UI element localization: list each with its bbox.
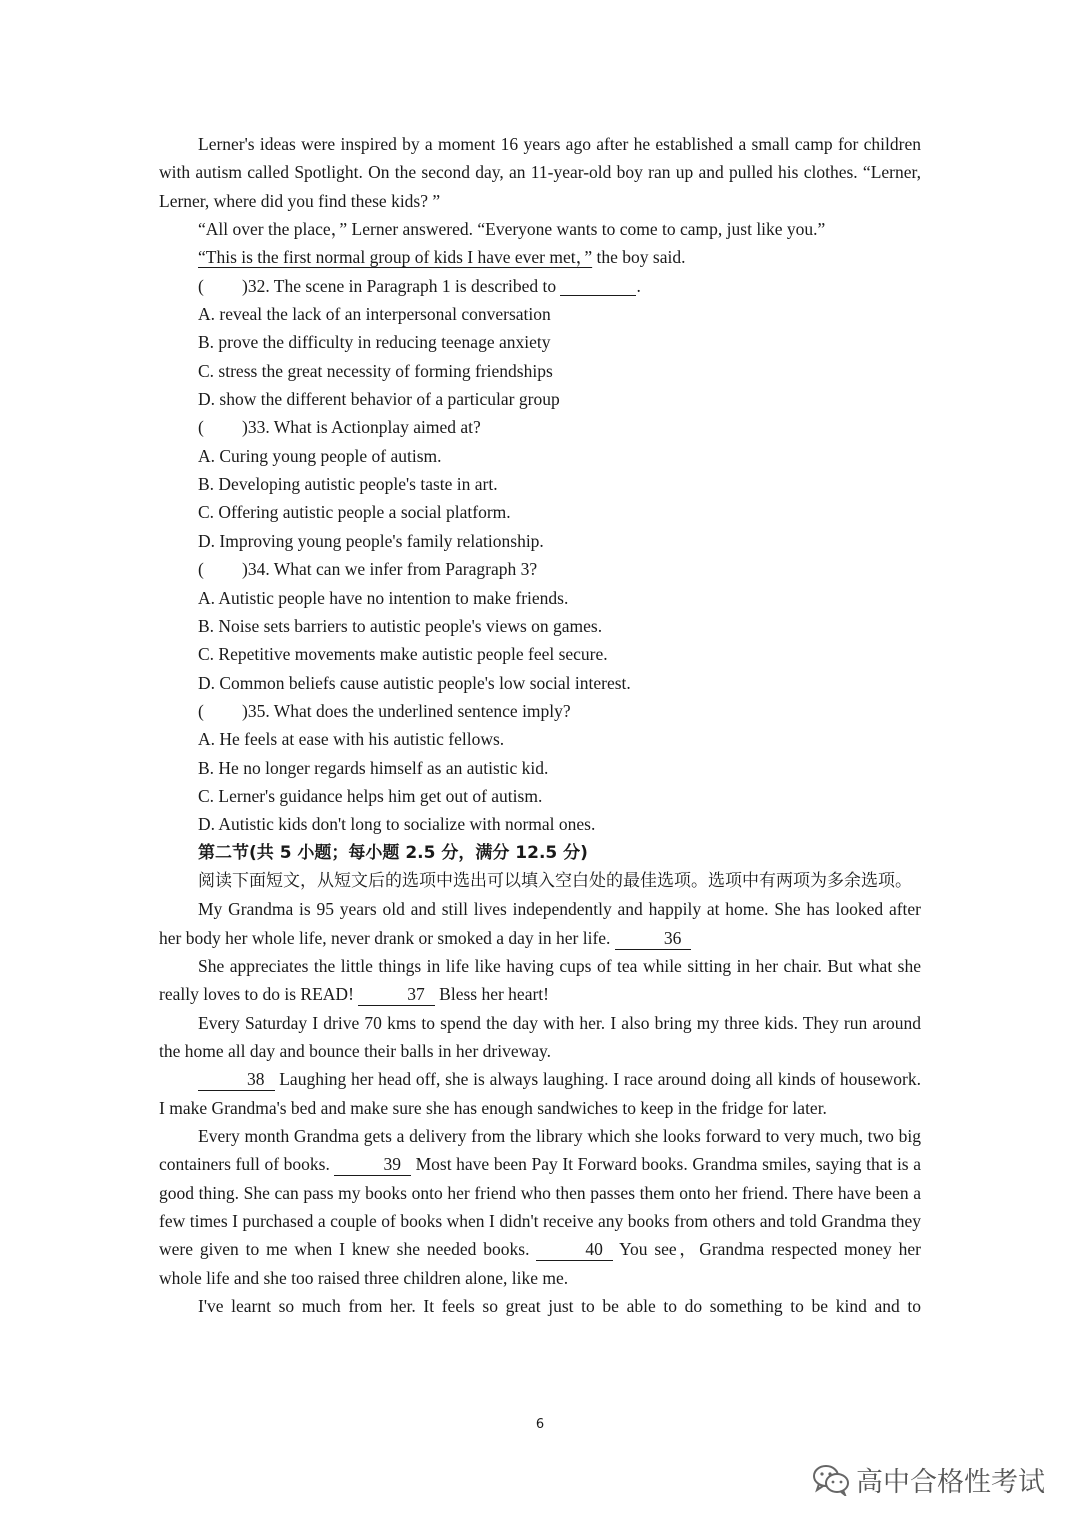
watermark-text: 高中合格性考试: [856, 1467, 1045, 1498]
passage-text: My Grandma is 95 years old and still lives independently and happily at home. She has looked after her body her whole life, never drank or smoked a day in her life.: [159, 899, 921, 948]
document-body: [159, 130, 921, 1320]
passage-text: Bless her heart!: [434, 984, 549, 1005]
option-c: C. Lerner's guidance helps him get out of autism.: [198, 785, 543, 806]
section-2-heading: 第二节(共 5 小题；每小题 2.5 分，满分 12.5 分): [198, 842, 588, 863]
question-34: [159, 555, 921, 697]
question-text: )34. What can we infer from Paragraph 3?: [242, 559, 538, 580]
question-32: [159, 272, 921, 414]
paragraph-lerner-answer: “All over the place，” Lerner answered. “Everyone wants to come to camp, just like you.”: [198, 219, 826, 240]
blank-40[interactable]: 40: [536, 1238, 613, 1261]
answer-blank[interactable]: [560, 277, 636, 296]
option-b: B. Noise sets barriers to autistic people's views on games.: [198, 615, 603, 636]
answer-paren[interactable]: (: [198, 275, 204, 296]
question-stem: [159, 413, 921, 441]
passage-paragraph-3: Every Saturday I drive 70 kms to spend the day with her. I also bring my three kids. They run around the home all day and bounce their balls in her driveway.: [159, 1012, 921, 1061]
answer-paren[interactable]: (: [198, 559, 204, 580]
answer-paren[interactable]: (: [198, 417, 204, 438]
answer-paren[interactable]: (: [198, 700, 204, 721]
option-b: B. He no longer regards himself as an autistic kid.: [198, 757, 549, 778]
option-c: C. stress the great necessity of forming friendships: [198, 360, 553, 381]
question-33: [159, 413, 921, 555]
section-2-instruction: 阅读下面短文，从短文后的选项中选出可以填入空白处的最佳选项。选项中有两项为多余选项。: [198, 870, 912, 891]
question-text-end: .: [636, 275, 641, 296]
underlined-sentence: “This is the first normal group of kids I have ever met，”: [198, 247, 593, 268]
passage-text: Most have been Pay It Forward books. Grandma smiles, saying that is a good thing. She can pass my books onto her friend who then passes them onto her friend. There have been a few times I purchased a couple of books when I didn't receive any books from others and told Grandma they were given to me when I knew she needed books.: [159, 1154, 921, 1260]
passage-paragraph-5: [159, 1122, 921, 1292]
question-stem: [159, 697, 921, 725]
page-number: 6: [535, 1417, 545, 1432]
passage-paragraph-1: [159, 895, 921, 952]
question-text: )32. The scene in Paragraph 1 is described to: [242, 275, 561, 296]
option-c: C. Repetitive movements make autistic people feel secure.: [198, 644, 608, 665]
blank-37[interactable]: 37: [358, 983, 435, 1006]
option-d: D. Improving young people's family relationship.: [198, 530, 544, 551]
watermark: [812, 1460, 1045, 1499]
question-stem: [159, 555, 921, 583]
paragraph-lerner-camp: Lerner's ideas were inspired by a moment 16 years ago after he established a small camp for children with autism called Spotlight. On the second day, an 11-year-old boy ran up and pulled his clothes. “Lerner, Lerner, where did you find these kids? ”: [159, 134, 921, 211]
blank-38[interactable]: 38: [198, 1068, 275, 1091]
passage-text: She appreciates the little things in life like having cups of tea while sitting in her chair. But what she really loves to do is READ!: [159, 955, 921, 1005]
option-b: B. Developing autistic people's taste in art.: [198, 474, 498, 495]
blank-36[interactable]: 36: [615, 927, 692, 950]
passage-paragraph-2: [159, 952, 921, 1009]
blank-39[interactable]: 39: [334, 1153, 411, 1176]
option-a: A. Autistic people have no intention to make friends.: [198, 587, 569, 608]
passage-text: Every month Grandma gets a delivery from the library which she looks forward to very much, two big containers full of books.: [159, 1126, 921, 1175]
boy-said-text: the boy said.: [592, 247, 686, 268]
question-text: )33. What is Actionplay aimed at?: [242, 417, 481, 438]
question-35: [159, 697, 921, 839]
option-c: C. Offering autistic people a social platform.: [198, 502, 511, 523]
option-d: D. Common beliefs cause autistic people's low social interest.: [198, 672, 631, 693]
option-a: A. reveal the lack of an interpersonal conversation: [198, 304, 551, 325]
option-d: D. Autistic kids don't long to socialize with normal ones.: [198, 814, 596, 835]
passage-text: Laughing her head off, she is always laughing. I race around doing all kinds of housework. I make Grandma's bed and make sure she has enough sandwiches to keep in the fridge for later.: [159, 1069, 921, 1118]
passage-paragraph-4: [159, 1065, 921, 1122]
option-b: B. prove the difficulty in reducing teenage anxiety: [198, 332, 551, 353]
passage-paragraph-6: I've learnt so much from her. It feels so great just to be able to do something to be kind and to: [198, 1296, 921, 1317]
passage-text: You see，Grandma respected money her whole life and she too raised three children alone, like me.: [159, 1239, 921, 1288]
option-a: A. Curing young people of autism.: [198, 445, 442, 466]
option-a: A. He feels at ease with his autistic fellows.: [198, 729, 505, 750]
wechat-icon: [812, 1464, 850, 1496]
question-text: )35. What does the underlined sentence imply?: [242, 700, 571, 721]
paragraph-boy-said: [159, 243, 921, 271]
option-d: D. show the different behavior of a particular group: [198, 389, 560, 410]
question-stem: [159, 272, 921, 300]
